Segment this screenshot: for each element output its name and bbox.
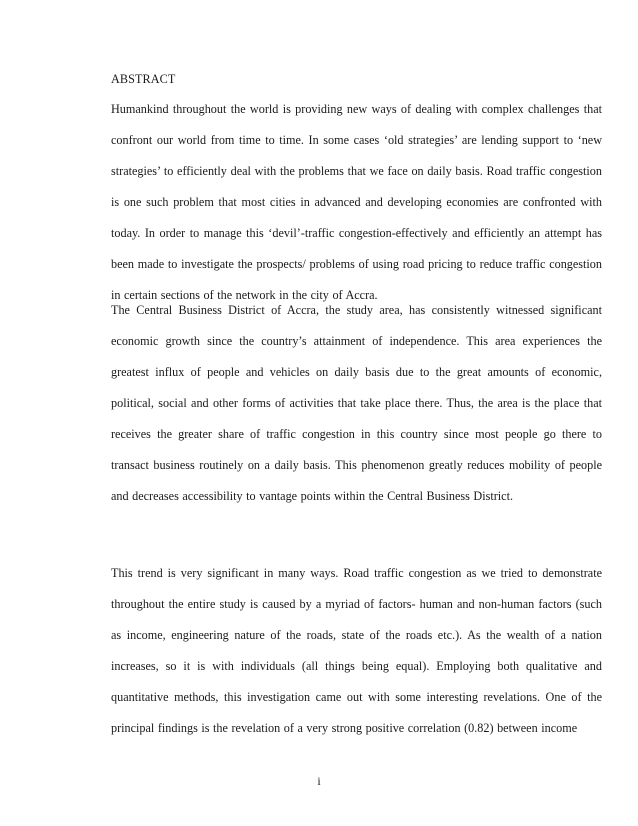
abstract-heading: ABSTRACT <box>111 72 176 86</box>
abstract-paragraph-1: Humankind throughout the world is providing new ways of dealing with complex challenges that confront our world from time to time. In some cases ‘old strategies’ are lending support to ‘new strategies’ to efficiently deal with the problems that we face on daily basis. Road traffic congestion is one such problem that most cities in advanced and developing economies are confronted with today. In order to manage this ‘devil’-traffic congestion-effectively and efficiently an attempt has been made to investigate the prospects/ problems of using road pricing to reduce traffic congestion in certain sections of the network in the city of Accra. <box>111 102 602 302</box>
abstract-paragraph-2: The Central Business District of Accra, the study area, has consistently witnessed significant economic growth since the country’s attainment of independence. This area experiences the greatest influx of people and vehicles on daily basis due to the great amounts of economic, political, social and other forms of activities that take place there. Thus, the area is the place that receives the greater share of traffic congestion in this country since most people go there to transact business routinely on a daily basis. This phenomenon greatly reduces mobility of people and decreases accessibility to vantage points within the Central Business District. <box>111 303 602 503</box>
abstract-paragraph-3: This trend is very significant in many ways. Road traffic congestion as we tried to demonstrate throughout the entire study is caused by a myriad of factors- human and non-human factors (such as income, engineering nature of the roads, state of the roads etc.). As the wealth of a nation increases, so it is with individuals (all things being equal). Employing both qualitative and quantitative methods, this investigation came out with some interesting revelations. One of the principal findings is the revelation of a very strong positive correlation (0.82) between income <box>111 566 602 735</box>
page-number: i <box>317 774 321 788</box>
